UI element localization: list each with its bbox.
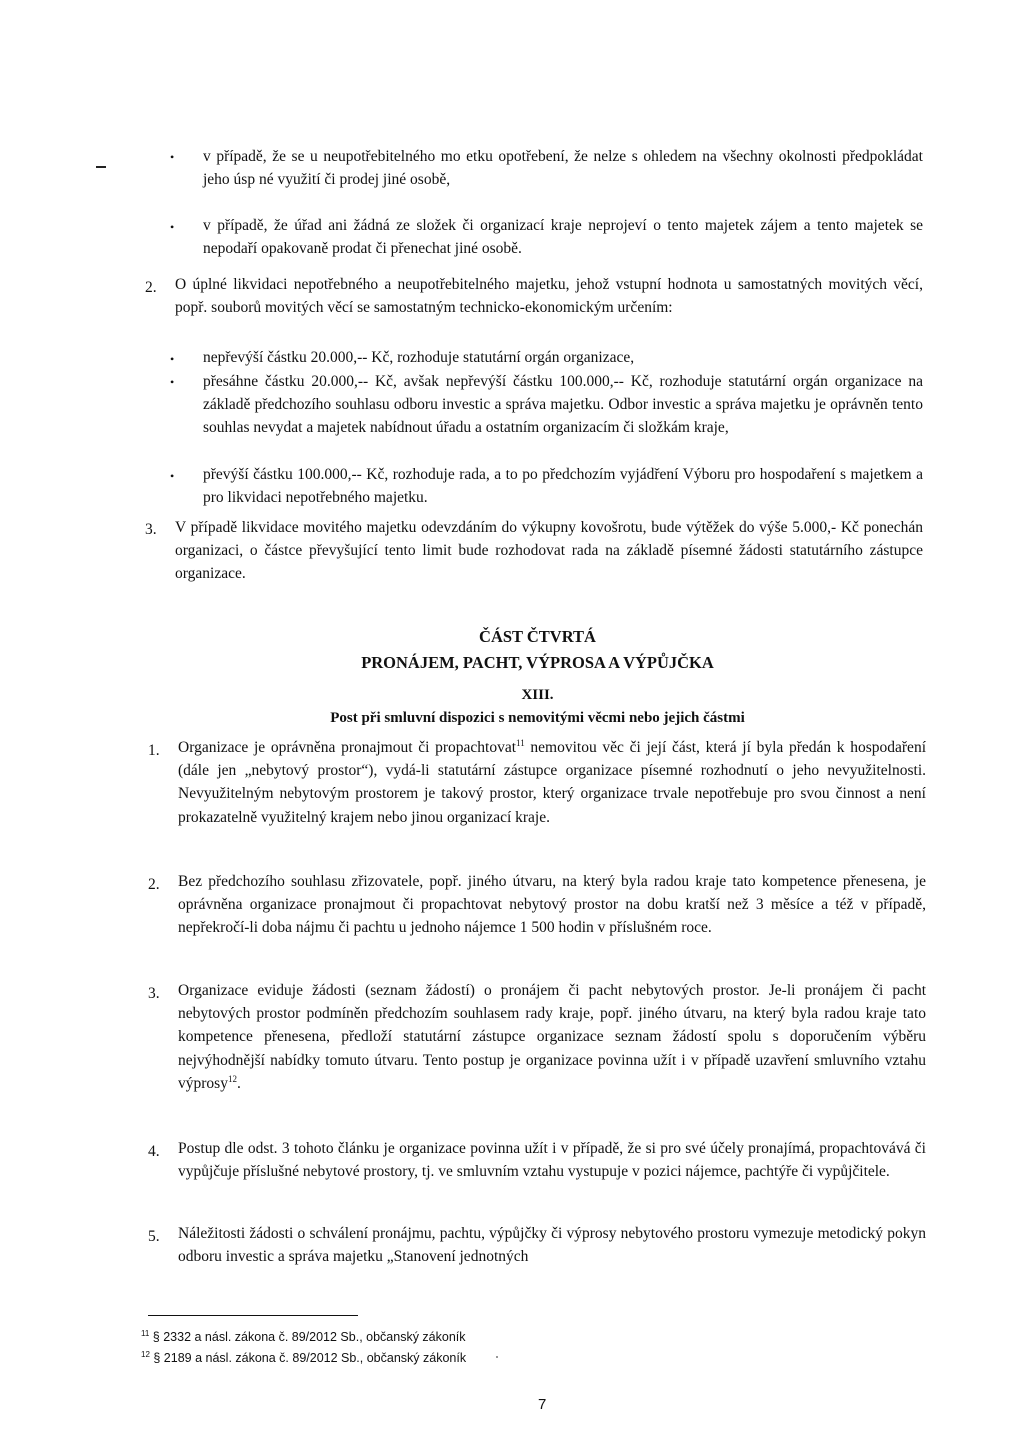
paragraph-number: 5. [148, 1228, 160, 1245]
paragraph-text: Organizace je oprávněna pronajmout či propachtovat$^{11}$ nemovitou věc či její část, která jí byla předán k hospodaření (dále jen „nebytový prostor“), vydá-li statutární zástupce organizace písemné rozhodnutí o jeho nevyužitelnosti. Nevyužitelným nebytovým prostorem je takový prostor, který organizace trvale nepotřebuje pro svou činnost a není prokazatelně využitelný krajem nebo jinou organizací kraje. [178, 737, 926, 826]
paragraph-number: 3. [148, 985, 160, 1002]
paragraph-text: Náležitosti žádosti o schválení pronájmu, pachtu, výpůjčky či výprosy nebytového prostoru vymezuje metodický pokyn odboru investic a správa majetku „Stanovení jednotných [178, 1225, 926, 1266]
article-number: XIII. [521, 687, 554, 703]
scan-speck [496, 1356, 498, 1358]
footnote: $^{11}$ § 2332 a násl. zákona č. 89/2012 Sb., občanský zákoník [141, 1328, 466, 1344]
paragraph-number: 2. [148, 876, 160, 893]
bullet-marker: • [170, 469, 175, 483]
bullet-marker: • [170, 150, 175, 164]
footnote: $^{12}$ § 2189 a násl. zákona č. 89/2012 Sb., občanský zákoník [141, 1349, 467, 1365]
footnote-ref: 11 [516, 737, 525, 748]
part-subtitle: PRONÁJEM, PACHT, VÝPROSA A VÝPŮJČKA [361, 653, 714, 672]
section-number: 2. [145, 279, 157, 296]
footnote-ref: 12 [227, 1073, 237, 1084]
top-list-item: v případě, že úřad ani žádná ze složek či organizací kraje neprojeví o tento majetek zájem a tento majetek se nepodaří opakovaně prodat či přenechat jiné osobě. [203, 217, 923, 258]
section-list-item: nepřevýší částku 20.000,-- Kč, rozhoduje statutární orgán organizace, [203, 349, 635, 366]
paragraph-text: Bez předchozího souhlasu zřizovatele, popř. jiného útvaru, na který byla radou kraje tato kompetence přenesena, je oprávněna organizace pronajmout či propachtovat nebytový prostor na dobu kratší než 3 měsíce a též v případě, nepřekročí-li doba nájmu či pachtu u jednoho nájemce 1 500 hodin v příslušném roce. [178, 873, 926, 937]
article-title: Post při smluvní dispozici s nemovitými věcmi nebo jejich částmi [330, 710, 745, 726]
paragraph-text: Organizace eviduje žádosti (seznam žádostí) o pronájem či pacht nebytových prostor. Je-li pronájem či pacht nebytových prostor podmíněn předchozím souhlasem rady kraje, popř. jiného útvaru, na který byla radou kraje tato kompetence přenesena, předloží statutární zástupce organizace seznam žádostí spolu s doporučením výběru nejvýhodnější nabídky tomuto útvaru. Tento postup je organizace povinna užít i v případě uzavření smluvního vztahu výprosy$^{12}$. [178, 982, 926, 1092]
part-title: ČÁST ČTVRTÁ [479, 627, 596, 646]
section-text: O úplné likvidaci nepotřebného a neupotřebitelného majetku, jehož vstupní hodnota u samostatných movitých věcí, popř. souborů movitých věcí se samostatným technicko-ekonomickým určením: [175, 276, 923, 317]
section-list-item: přesáhne částku 20.000,-- Kč, avšak nepřevýší částku 100.000,-- Kč, rozhoduje statutární orgán organizace na základě předchozího souhlasu odboru investic a správa majetku. Odbor investic a správa majetku je oprávněn tento souhlas nevydat a majetek nabídnout úřadu a ostatním organizacím či složkám kraje, [203, 373, 923, 437]
paragraph-text: Postup dle odst. 3 tohoto článku je organizace povinna užít i v případě, že si pro své účely pronajímá, propachtovává či vypůjčuje příslušné nebytové prostory, tj. ve smluvním vztahu vystupuje v pozici nájemce, pachtýře či vypůjčitele. [178, 1140, 926, 1181]
section-text: V případě likvidace movitého majetku odevzdáním do výkupny kovošrotu, bude výtěžek do výše 5.000,- Kč ponechán organizaci, o částce převyšující tento limit bude rozhodovat rada na základě písemné žádosti statutárního zástupce organizace. [175, 519, 923, 583]
page-number: 7 [538, 1396, 547, 1413]
bullet-marker: • [170, 352, 175, 366]
top-list-item: v případě, že se u neupotřebitelného mo etku opotřebení, že nelze s ohledem na všechny okolnosti předpokládat jeho úsp né využití či prodej jiné osobě, [203, 148, 923, 189]
footnote-separator [148, 1315, 358, 1316]
section-number: 3. [145, 521, 157, 538]
paragraph-number: 1. [148, 742, 160, 759]
bullet-marker: • [170, 220, 175, 234]
section-list-item: převýší částku 100.000,-- Kč, rozhoduje rada, a to po předchozím vyjádření Výboru pro hospodaření s majetkem a pro likvidaci nepotřebného majetku. [203, 466, 923, 507]
bullet-marker: • [170, 375, 175, 389]
paragraph-number: 4. [148, 1143, 160, 1160]
margin-mark [96, 166, 106, 168]
